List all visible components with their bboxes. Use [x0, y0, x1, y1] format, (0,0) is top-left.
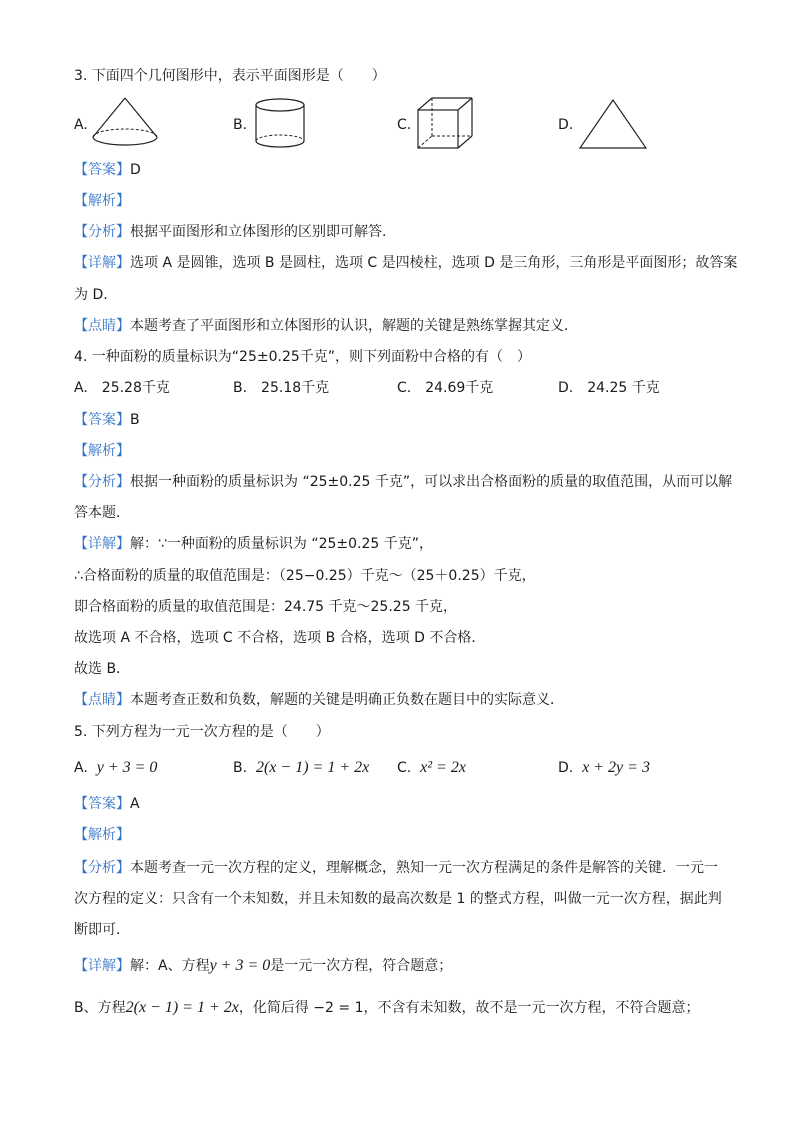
q5-jiexi-tag: 【解析】	[74, 827, 130, 843]
q5-stem: 5. 下列方程为一元一次方程的是（ ）	[74, 724, 330, 740]
q5-xiangjie-b: B、方程2(x − 1) = 1 + 2x，化简后得 −2 = 1，不含有未知数，故不是一元一次方程，不符合题意；	[74, 999, 700, 1016]
q3-dianjing: 【点睛】本题考查了平面图形和立体图形的认识，解题的关键是熟练掌握其定义.	[74, 318, 569, 334]
q4-xiangjie-5: 故选 B．	[74, 661, 131, 677]
q4-xiangjie-3: 即合格面粉的质量的取值范围是：24.75 千克～25.25 千克，	[74, 599, 458, 615]
q4-option-b: B. 25.18千克	[233, 380, 330, 396]
q4-xiangjie-2: ∴合格面粉的质量的取值范围是：（25−0.25）千克～（25＋0.25）千克，	[74, 568, 536, 584]
cube-icon	[416, 96, 474, 152]
cylinder-icon	[252, 97, 308, 153]
q4-fenxi-2: 答本题．	[74, 505, 130, 521]
q4-fenxi-1: 【分析】根据一种面粉的质量标识为 “25±0.25 千克”，可以求出合格面粉的质量的取值范围，从而可以解	[74, 474, 733, 490]
q5-answer: 【答案】A	[74, 796, 140, 812]
q3-option-d-label: D.	[558, 117, 574, 133]
q5-option-d: D. x + 2y = 3	[558, 759, 650, 776]
q3-option-b-label: B.	[233, 117, 248, 133]
q3-xiangjie-1: 【详解】选项 A 是圆锥，选项 B 是圆柱，选项 C 是四棱柱，选项 D 是三角形，三角形是平面图形；故答案	[74, 255, 738, 271]
q4-answer: 【答案】B	[74, 412, 140, 428]
q3-xiangjie-2: 为 D.	[74, 287, 108, 303]
q5-option-c: C. x² = 2x	[397, 759, 466, 776]
q4-xiangjie-1: 【详解】解：∵一种面粉的质量标识为 “25±0.25 千克”，	[74, 536, 434, 552]
q3-option-c-label: C.	[397, 117, 412, 133]
q5-fenxi-1: 【分析】本题考查一元一次方程的定义，理解概念，熟知一元一次方程满足的条件是解答的关键．一元一	[74, 860, 718, 876]
q5-xiangjie-a: 【详解】解：A、方程y + 3 = 0是一元一次方程，符合题意；	[74, 957, 453, 974]
q3-answer: 【答案】D	[74, 162, 141, 178]
q3-option-a-label: A.	[74, 117, 88, 133]
q5-option-b: B. 2(x − 1) = 1 + 2x	[233, 759, 370, 776]
q3-stem: 3. 下面四个几何图形中，表示平面图形是（ ）	[74, 68, 386, 84]
q4-xiangjie-4: 故选项 A 不合格，选项 C 不合格，选项 B 合格，选项 D 不合格．	[74, 630, 486, 646]
q5-option-a: A. y + 3 = 0	[74, 759, 158, 776]
q4-stem: 4. 一种面粉的质量标识为“25±0.25千克”，则下列面粉中合格的有（ ）	[74, 349, 532, 365]
q4-dianjing: 【点睛】本题考查正数和负数，解题的关键是明确正负数在题目中的实际意义．	[74, 692, 564, 708]
q5-fenxi-3: 断即可．	[74, 922, 130, 938]
q4-option-d: D. 24.25 千克	[558, 380, 660, 396]
q4-option-a: A. 25.28千克	[74, 380, 170, 396]
q3-jiexi-tag: 【解析】	[74, 193, 130, 209]
triangle-icon	[578, 98, 648, 150]
cone-icon	[90, 96, 160, 152]
q5-fenxi-2: 次方程的定义：只含有一个未知数，并且未知数的最高次数是 1 的整式方程，叫做一元一次方程，据此判	[74, 891, 722, 907]
q4-jiexi-tag: 【解析】	[74, 443, 130, 459]
q3-fenxi: 【分析】根据平面图形和立体图形的区别即可解答.	[74, 224, 387, 240]
q4-option-c: C. 24.69千克	[397, 380, 494, 396]
